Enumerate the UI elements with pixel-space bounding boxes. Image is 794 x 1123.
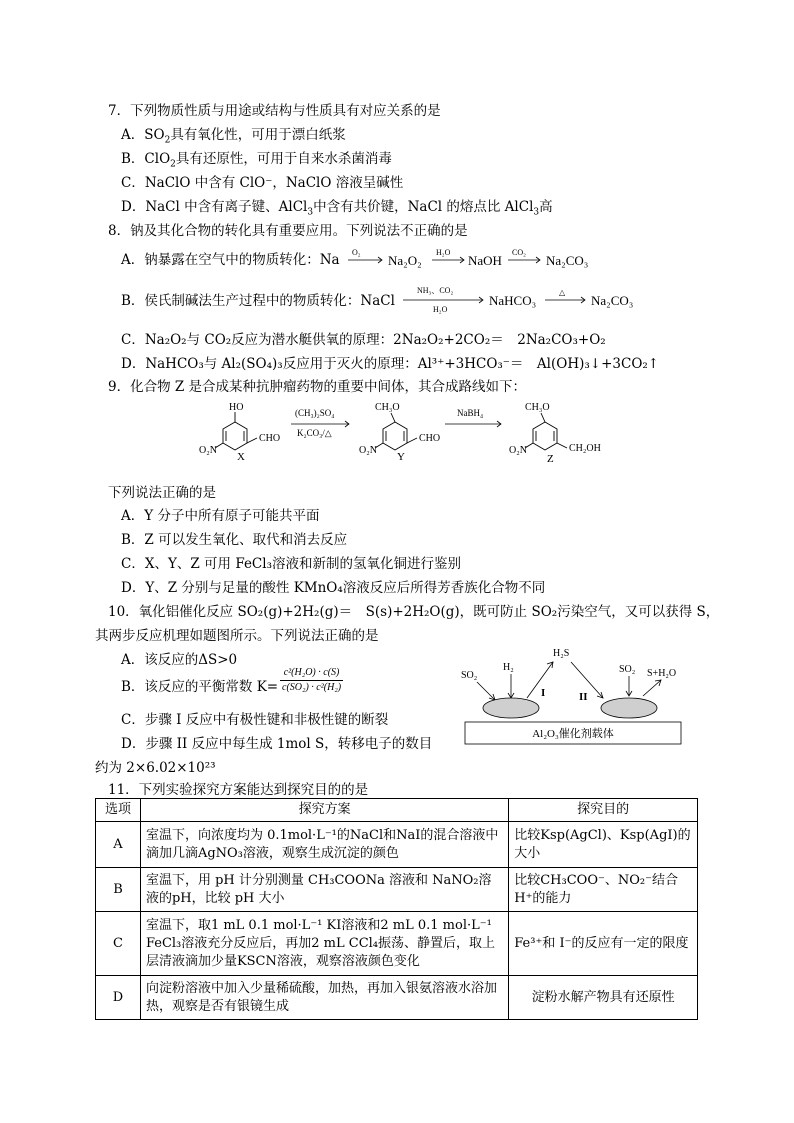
q10-option-c: C．步骤 I 反应中有极性键和非极性键的断裂 xyxy=(121,712,389,728)
q11-stem: 11．下列实验探究方案能达到探究目的的是 xyxy=(108,782,369,798)
q7-option-b: B．ClO$_2$具有还原性，可用于自来水杀菌消毒 xyxy=(121,151,392,170)
compound-label-y: Y xyxy=(397,451,405,463)
header-option: 选项 xyxy=(96,799,141,822)
q9-option-d: D．Y、Z 分别与足量的酸性 KMnO₄溶液反应后所得芳香族化合物不同 xyxy=(121,580,546,596)
q7-option-d: D．NaCl 中含有离子键、AlCl$_3$中含有共价键，NaCl 的熔点比 AlCl$_3$高 xyxy=(121,199,553,218)
row-plan: 向淀粉溶液中加入少量稀硫酸，加热，再加入银氨溶液水浴加热，观察是否有银镜生成 xyxy=(140,976,508,1020)
fraction-denominator: c(SO₂) · c²(H₂) xyxy=(282,682,342,693)
arrow xyxy=(643,680,661,696)
q7-option-a: A．$SO_2$具有氧化性，可用于漂白纸浆 xyxy=(121,127,346,146)
step2-reagent: NaBH₄ xyxy=(457,408,484,418)
catalyst-particle xyxy=(483,698,539,718)
step1-condition: K₂CO₃/△ xyxy=(297,428,332,438)
product-na2co3: Na₂CO₃ xyxy=(546,253,589,268)
label-support: Al₂O₃催化剂载体 xyxy=(532,728,614,740)
table-row xyxy=(96,912,698,976)
substituent-cho: CHO xyxy=(419,433,441,444)
arrow-reagent-h2o: H₂O xyxy=(433,305,448,314)
label-h2: H₂ xyxy=(503,662,514,673)
q9-synthesis-route xyxy=(195,398,615,464)
q9-option-c: C．X、Y、Z 可用 FeCl₃溶液和新制的氢氧化铜进行鉴别 xyxy=(121,556,461,572)
substituent-ho: HO xyxy=(229,402,244,413)
arrow xyxy=(477,682,495,700)
row-goal: 比较Ksp(AgCl)、Ksp(AgI)的大小 xyxy=(509,822,698,868)
q10-option-a: A．该反应的ΔS>0 xyxy=(121,652,238,668)
q8-option-c: C．Na₂O₂与 CO₂反应为潜水艇供氧的原理：2Na₂O₂+2CO₂＝ 2Na₂CO₃+O₂ xyxy=(121,332,606,348)
compound-label-x: X xyxy=(237,451,245,463)
label-so2-left: SO₂ xyxy=(461,670,478,681)
q8-stem: 8．钠及其化合物的转化具有重要应用。下列说法不正确的是 xyxy=(108,223,468,239)
row-goal: 淀粉水解产物具有还原性 xyxy=(509,976,698,1020)
compound-x-structure xyxy=(199,402,280,463)
label-step-i: I xyxy=(541,687,546,699)
arrow-reagent-o2: O₂ xyxy=(352,248,361,257)
step1-reagent: (CH₃)₂SO₄ xyxy=(295,408,335,418)
q8-option-d: D．NaHCO₃与 Al₂(SO₄)₃反应用于灭火的原理：Al³⁺+3HCO₃⁻＝ Al(OH)₃↓+3CO₂↑ xyxy=(121,356,660,372)
arrow xyxy=(527,662,553,698)
arrow-reagent-nh3-co2: NH₃、CO₂ xyxy=(417,286,454,295)
q8-option-a-prefix: A．钠暴露在空气中的物质转化：Na xyxy=(121,252,340,268)
q7-option-c: C．NaClO 中含有 ClO⁻，NaClO 溶液呈碱性 xyxy=(121,175,404,191)
q10-option-b-fraction xyxy=(280,666,343,695)
benzene-ring xyxy=(533,422,557,450)
benzene-ring xyxy=(223,422,247,450)
arrow-reagent-co2: CO₂ xyxy=(512,248,526,257)
compound-label-z: Z xyxy=(547,453,554,464)
q10-mechanism-figure xyxy=(455,640,695,748)
q7-stem: 7．下列物质性质与用途或结构与性质具有对应关系的是 xyxy=(108,103,441,119)
row-goal: Fe³⁺和 I⁻的反应有一定的限度 xyxy=(509,912,698,976)
substituent-no2: O₂N xyxy=(199,445,217,456)
row-plan: 室温下，取1 mL 0.1 mol·L⁻¹ KI溶液和2 mL 0.1 mol·L⁻¹ FeCl₃溶液充分反应后，再加2 mL CCl₄振荡、静置后，取上层清液滴加少量KSCN溶液，观察溶液颜色变化 xyxy=(140,912,508,976)
label-s-h2o: S+H₂O xyxy=(647,668,677,679)
q11-table xyxy=(95,798,698,1020)
table-row xyxy=(96,822,698,868)
q10-stem-line2: 其两步反应机理如题图所示。下列说法正确的是 xyxy=(95,628,379,644)
product-naoh: NaOH xyxy=(468,253,502,268)
q9-option-b: B．Z 可以发生氧化、取代和消去反应 xyxy=(121,532,348,548)
row-option: C xyxy=(96,912,141,976)
substituent-och3: CH₃O xyxy=(525,402,550,413)
q10-option-d-line2: 约为 2×6.02×10²³ xyxy=(95,760,216,776)
fraction-numerator: c²(H₂O) · c(S) xyxy=(280,666,343,681)
substituent-ch2oh: CH₂OH xyxy=(569,443,601,454)
table-row xyxy=(96,976,698,1020)
q9-option-a: A．Y 分子中所有原子可能共平面 xyxy=(121,508,320,524)
header-plan: 探究方案 xyxy=(140,799,508,822)
q8-option-b-prefix: B．侯氏制碱法生产过程中的物质转化：NaCl xyxy=(121,293,395,309)
q10-option-b-prefix: B．该反应的平衡常数 K= xyxy=(121,679,279,695)
row-plan: 室温下，用 pH 计分别测量 CH₃COONa 溶液和 NaNO₂溶液的pH，比较 pH 大小 xyxy=(140,868,508,912)
q10-stem-line1: 10．氧化铝催化反应 SO₂(g)+2H₂(g)＝ S(s)+2H₂O(g)，既可防止 SO₂污染空气，又可以获得 S， xyxy=(108,604,720,620)
arrow-reagent-h2o: H₂O xyxy=(436,248,451,257)
q10-option-d-line1: D．步骤 II 反应中每生成 1mol S，转移电子的数目 xyxy=(121,736,433,752)
q8-option-a-scheme xyxy=(348,246,618,274)
product-na2co3: Na₂CO₃ xyxy=(591,293,634,308)
label-step-ii: II xyxy=(579,691,588,703)
arrow-condition-heat: △ xyxy=(559,288,566,297)
row-option: A xyxy=(96,822,141,868)
table-row xyxy=(96,868,698,912)
substituent-cho: CHO xyxy=(259,433,281,444)
substituent-och3: CH₃O xyxy=(375,402,400,413)
q9-stem: 9．化合物 Z 是合成某种抗肿瘤药物的重要中间体，其合成路线如下： xyxy=(108,379,527,395)
benzene-ring xyxy=(383,422,407,450)
header-goal: 探究目的 xyxy=(509,799,698,822)
row-option: B xyxy=(96,868,141,912)
label-so2-right: SO₂ xyxy=(619,664,636,675)
product-na2o2: Na₂O₂ xyxy=(388,253,422,268)
catalyst-particle xyxy=(601,698,657,718)
compound-y-structure xyxy=(359,402,440,463)
product-nahco3: NaHCO₃ xyxy=(489,293,537,308)
compound-z-structure xyxy=(509,402,601,464)
label-h2s: H₂S xyxy=(553,648,570,659)
row-plan: 室温下，向浓度均为 0.1mol·L⁻¹的NaCl和NaI的混合溶液中滴加几滴AgNO₃溶液，观察生成沉淀的颜色 xyxy=(140,822,508,868)
substituent-no2: O₂N xyxy=(359,445,377,456)
substituent-no2: O₂N xyxy=(509,445,527,456)
q8-option-b-scheme xyxy=(403,283,653,319)
table-header-row xyxy=(96,799,698,822)
row-goal: 比较CH₃COO⁻、NO₂⁻结合H⁺的能力 xyxy=(509,868,698,912)
row-option: D xyxy=(96,976,141,1020)
q9-sub-stem: 下列说法正确的是 xyxy=(108,485,216,501)
